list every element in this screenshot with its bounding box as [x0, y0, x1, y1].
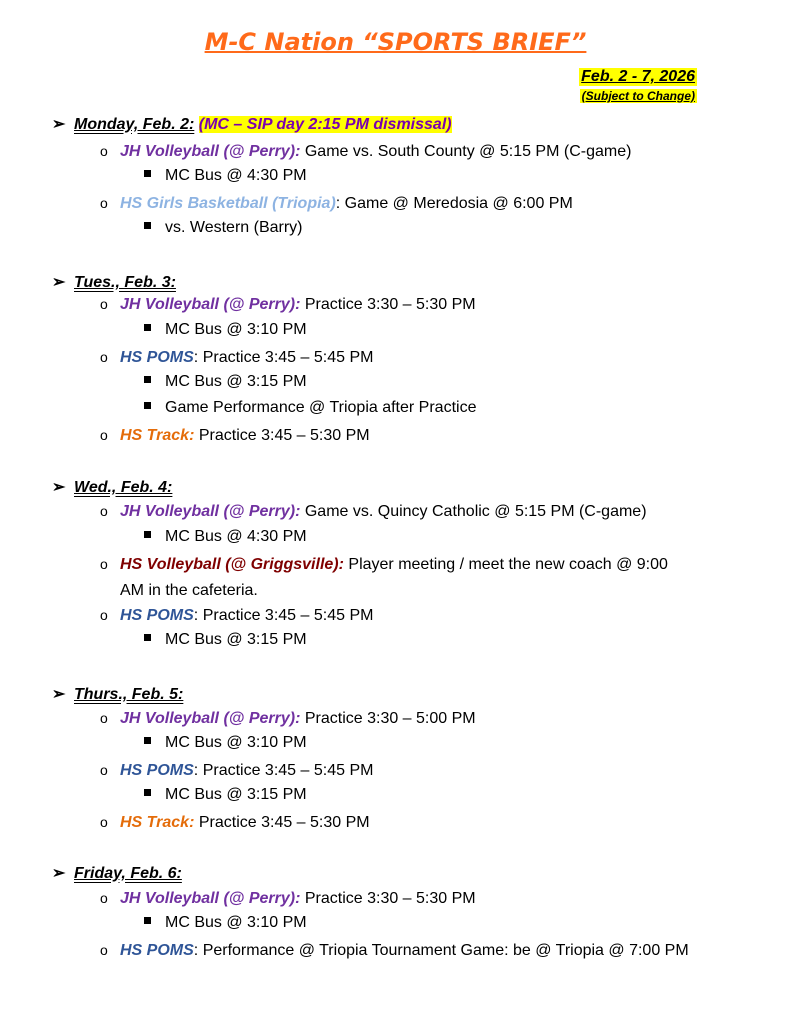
event-text: Player meeting / meet the new coach @ 9:00 — [343, 556, 668, 573]
team-name: HS POMS — [120, 762, 194, 779]
event-text: Game vs. Quincy Catholic @ 5:15 PM (C-game) — [300, 503, 647, 520]
sub-text: MC Bus @ 4:30 PM — [165, 528, 307, 545]
sub-item — [144, 914, 307, 932]
day-heading-friday — [52, 863, 182, 883]
sub-text: Game Performance @ Triopia after Practice — [165, 399, 477, 416]
team-name: JH Volleyball (@ Perry): — [120, 296, 301, 313]
day-label: Monday, Feb. 2: — [74, 116, 195, 133]
event-item — [100, 602, 373, 629]
event-item — [100, 937, 689, 964]
sub-item — [144, 321, 307, 339]
arrow-bullet-icon: ➢ — [52, 274, 66, 291]
square-bullet-icon — [144, 634, 151, 641]
event-item — [100, 705, 476, 732]
square-bullet-icon — [144, 402, 151, 409]
event-text: Game vs. South County @ 5:15 PM (C-game) — [300, 143, 632, 160]
day-heading-tuesday — [52, 272, 176, 292]
event-text: : Practice 3:45 – 5:45 PM — [193, 607, 374, 624]
circle-bullet-icon: o — [100, 814, 108, 830]
team-name: HS POMS — [120, 942, 194, 959]
event-text: Practice 3:30 – 5:30 PM — [300, 890, 476, 907]
day-heading-wednesday — [52, 477, 172, 497]
event-text: Practice 3:45 – 5:30 PM — [194, 427, 370, 444]
circle-bullet-icon: o — [100, 143, 108, 159]
circle-bullet-icon: o — [100, 556, 108, 572]
team-name: JH Volleyball (@ Perry): — [120, 890, 301, 907]
event-text: : Practice 3:45 – 5:45 PM — [193, 762, 374, 779]
sub-item — [144, 734, 307, 752]
date-range: Feb. 2 - 7, 2026 — [581, 68, 695, 85]
event-text: Practice 3:30 – 5:30 PM — [300, 296, 476, 313]
arrow-bullet-icon: ➢ — [52, 686, 66, 703]
arrow-bullet-icon: ➢ — [52, 479, 66, 496]
circle-bullet-icon: o — [100, 710, 108, 726]
event-item — [100, 551, 700, 604]
arrow-bullet-icon: ➢ — [52, 116, 66, 133]
circle-bullet-icon: o — [100, 427, 108, 443]
circle-bullet-icon: o — [100, 503, 108, 519]
event-item — [100, 138, 631, 165]
event-item — [100, 757, 373, 784]
sub-item — [144, 399, 476, 417]
square-bullet-icon — [144, 531, 151, 538]
sub-item — [144, 528, 307, 546]
team-name: JH Volleyball (@ Perry): — [120, 710, 301, 727]
circle-bullet-icon: o — [100, 195, 108, 211]
sub-item — [144, 631, 307, 649]
square-bullet-icon — [144, 170, 151, 177]
event-item — [100, 291, 476, 318]
event-item — [100, 344, 373, 371]
day-label: Tues., Feb. 3: — [74, 274, 176, 291]
team-name: HS POMS — [120, 607, 194, 624]
sub-text: MC Bus @ 3:15 PM — [165, 373, 307, 390]
event-text: Practice 3:30 – 5:00 PM — [300, 710, 476, 727]
circle-bullet-icon: o — [100, 607, 108, 623]
date-block — [579, 68, 697, 105]
team-name: JH Volleyball (@ Perry): — [120, 143, 301, 160]
sub-item — [144, 219, 303, 237]
sub-text: MC Bus @ 3:10 PM — [165, 914, 307, 931]
event-item — [100, 885, 476, 912]
sub-text: MC Bus @ 3:10 PM — [165, 321, 307, 338]
sub-text: MC Bus @ 3:15 PM — [165, 631, 307, 648]
day-label: Thurs., Feb. 5: — [74, 686, 184, 703]
event-item — [100, 190, 573, 217]
sub-item — [144, 373, 307, 391]
team-name: HS POMS — [120, 349, 194, 366]
event-item — [100, 422, 370, 449]
team-name: HS Track: — [120, 814, 195, 831]
sub-text: MC Bus @ 3:10 PM — [165, 734, 307, 751]
event-text: Practice 3:45 – 5:30 PM — [194, 814, 370, 831]
square-bullet-icon — [144, 737, 151, 744]
day-label: Friday, Feb. 6: — [74, 865, 182, 882]
team-name: HS Girls Basketball (Triopia) — [120, 195, 336, 212]
square-bullet-icon — [144, 324, 151, 331]
document-title: M-C Nation “SPORTS BRIEF” — [204, 28, 587, 56]
event-text: : Performance @ Triopia Tournament Game: be @ Triopia @ 7:00 PM — [193, 942, 689, 959]
subject-to-change-note: (Subject to Change) — [581, 89, 695, 103]
day-note: (MC – SIP day 2:15 PM dismissal) — [198, 116, 452, 133]
arrow-bullet-icon: ➢ — [52, 865, 66, 882]
event-text: : Practice 3:45 – 5:45 PM — [193, 349, 374, 366]
sub-text: MC Bus @ 3:15 PM — [165, 786, 307, 803]
day-heading-monday — [52, 114, 452, 134]
circle-bullet-icon: o — [100, 349, 108, 365]
event-item — [100, 498, 647, 525]
event-item — [100, 809, 370, 836]
event-text: : Game @ Meredosia @ 6:00 PM — [335, 195, 573, 212]
circle-bullet-icon: o — [100, 762, 108, 778]
square-bullet-icon — [144, 222, 151, 229]
circle-bullet-icon: o — [100, 890, 108, 906]
circle-bullet-icon: o — [100, 296, 108, 312]
team-name: JH Volleyball (@ Perry): — [120, 503, 301, 520]
day-label: Wed., Feb. 4: — [74, 479, 173, 496]
square-bullet-icon — [144, 917, 151, 924]
team-name: HS Track: — [120, 427, 195, 444]
sub-item — [144, 786, 307, 804]
sub-text: MC Bus @ 4:30 PM — [165, 167, 307, 184]
team-name: HS Volleyball (@ Griggsville): — [120, 556, 344, 573]
square-bullet-icon — [144, 376, 151, 383]
circle-bullet-icon: o — [100, 942, 108, 958]
day-heading-thursday — [52, 684, 183, 704]
event-text-continued: AM in the cafeteria. — [120, 582, 258, 599]
sub-text: vs. Western (Barry) — [165, 219, 303, 236]
sub-item — [144, 167, 307, 185]
square-bullet-icon — [144, 789, 151, 796]
